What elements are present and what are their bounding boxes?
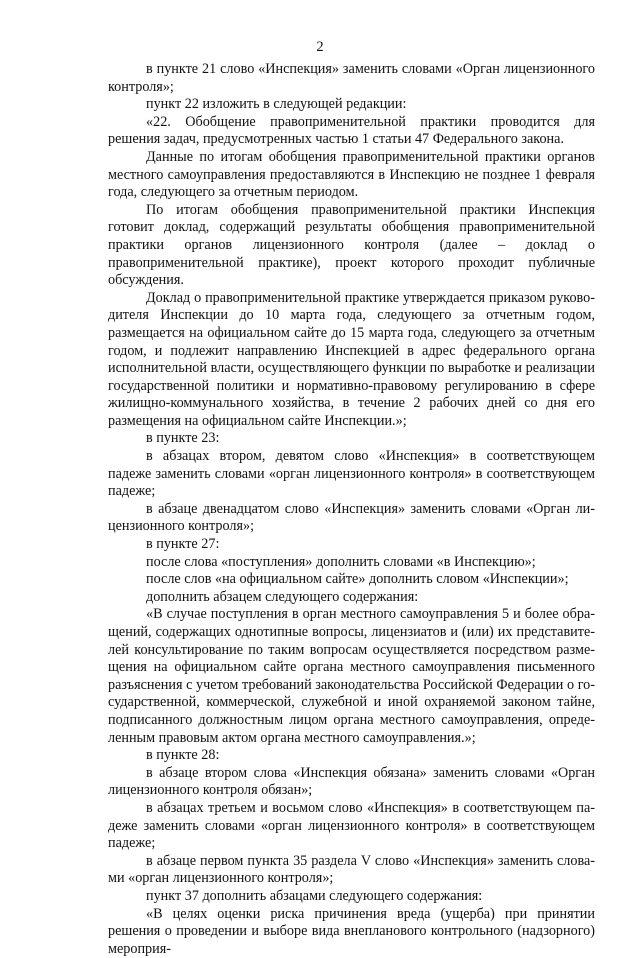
paragraph: в абзацах втором, девятом слово «Инспекция» в соответствующем падеже заменить словами «орган лицензионного контроля» в соответствующем падеже; <box>108 448 595 501</box>
page-number: 2 <box>0 38 640 56</box>
paragraph: «В случае поступления в орган местного самоуправления 5 и более обращений, содержащих однотипные вопросы, лицензиатов и (или) их представителей консультирование по таким вопросам осуществляется посредством размещения на официальном сайте органа местного самоуправления письменного разъяснения с учетом требований законодательства Российской Федерации о государственной, коммерческой, служебной и иной охраняемой законом тайне, подписанного должностным лицом органа местного самоуправления, определенным правовым актом органа местного самоуправления.»; <box>108 606 595 747</box>
paragraph: «В целях оценки риска причинения вреда (ущерба) при принятии решения о проведении и выборе вида внепланового контрольного (надзорного) мероприя- <box>108 906 595 958</box>
paragraph: в абзацах третьем и восьмом слово «Инспекция» в соответствующем падеже заменить словами «орган лицензионного контроля» в соответствующем падеже; <box>108 800 595 853</box>
paragraph: в пункте 21 слово «Инспекция» заменить словами «Орган лицензионного контроля»; <box>108 61 595 96</box>
paragraph: Данные по итогам обобщения правоприменительной практики органов местного самоуправления предоставляются в Инспекцию не позднее 1 февраля года, следующего за отчетным периодом. <box>108 149 595 202</box>
paragraph: в абзаце двенадцатом слово «Инспекция» заменить словами «Орган лицензионного контроля»; <box>108 501 595 536</box>
paragraph: в абзаце втором слова «Инспекция обязана» заменить словами «Орган лицензионного контроля обязан»; <box>108 765 595 800</box>
paragraph: пункт 37 дополнить абзацами следующего содержания: <box>108 888 595 906</box>
paragraph: «22. Обобщение правоприменительной практики проводится для решения задач, предусмотренных частью 1 статьи 47 Федерального закона. <box>108 114 595 149</box>
paragraph: после слов «на официальном сайте» дополнить словом «Инспекции»; <box>108 571 595 589</box>
paragraph: По итогам обобщения правоприменительной практики Инспекция готовит доклад, содержащий результаты обобщения правоприменительной практики органов лицензионного контроля (далее – доклад о правоприменительной практике), проект которого проходит публичные обсуждения. <box>108 202 595 290</box>
paragraph: дополнить абзацем следующего содержания: <box>108 589 595 607</box>
paragraph: в пункте 28: <box>108 747 595 765</box>
paragraph: пункт 22 изложить в следующей редакции: <box>108 96 595 114</box>
paragraph: после слова «поступления» дополнить словами «в Инспекцию»; <box>108 554 595 572</box>
paragraph: в абзаце первом пункта 35 раздела V слово «Инспекция» заменить словами «орган лицензионного контроля»; <box>108 853 595 888</box>
paragraph: в пункте 27: <box>108 536 595 554</box>
paragraph: Доклад о правоприменительной практике утверждается приказом руководителя Инспекции до 10 марта года, следующего за отчетным годом, размещается на официальном сайте до 15 марта года, следующего за отчетным годом, и подлежит направлению Инспекцией в адрес федерального органа исполнительной власти, осуществляющего функции по выработке и реализации государственной политики и нормативно-правовому регулированию в сфере жилищно-коммунального хозяйства, в течение 2 рабочих дней со дня его размещения на официальном сайте Инспекции.»; <box>108 290 595 431</box>
document-body <box>108 61 595 958</box>
paragraph: в пункте 23: <box>108 430 595 448</box>
